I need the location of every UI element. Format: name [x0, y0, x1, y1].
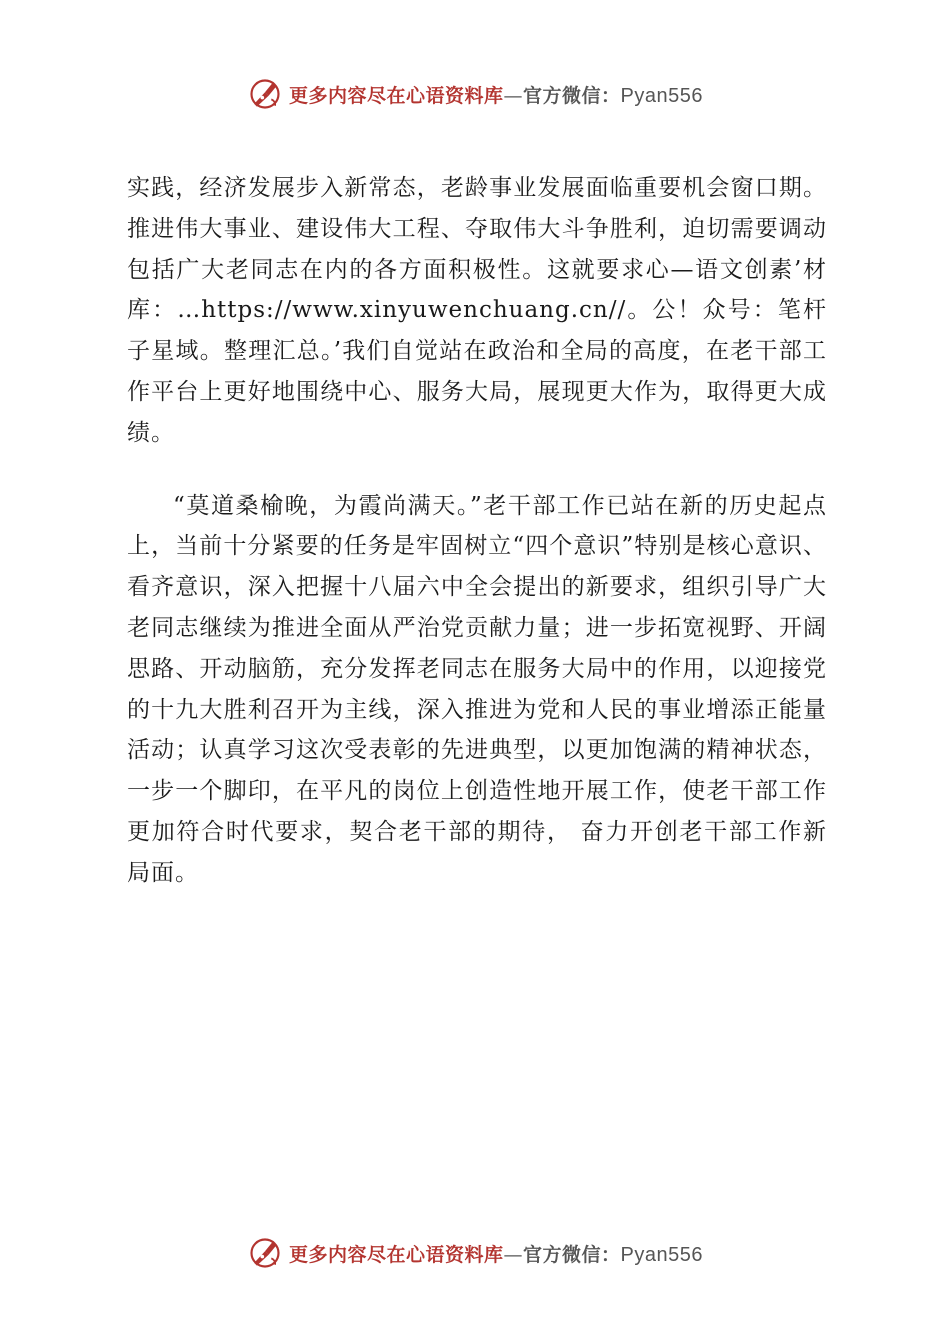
banner-wechat-label: 官方微信：: [523, 84, 621, 107]
banner-wechat-label: 官方微信：: [523, 1243, 621, 1266]
body-paragraph-2: “莫道桑榆晚，为霞尚满天。”老干部工作已站在新的历史起点上，当前十分紧要的任务是牢固树立“四个意识”特别是核心意识、看齐意识，深入把握十八届六中全会提出的新要求，组织引导广大老同志继续为推进全面从严治党贡献力量；进一步拓宽视野、开阔思路、开动脑筋，充分发挥老同志在服务大局中的作用，以迎接党的十九大胜利召开为主线，深入推进为党和人民的事业增添正能量活动；认真学习这次受表彰的先进典型，以更加饱满的精神状态，一步一个脚印，在平凡的岗位上创造性地开展工作，使老干部工作更加符合时代要求，契合老干部的期待， 奋力开创老干部工作新局面。: [127, 492, 827, 886]
banner-dash: —: [503, 84, 524, 107]
banner-wechat-id: Pyan556: [620, 84, 703, 107]
banner-wechat-id: Pyan556: [620, 1243, 703, 1266]
banner-main-text: 更多内容尽在心语资料库: [289, 84, 504, 107]
body-paragraph-1: 实践，经济发展步入新常态，老龄事业发展面临重要机会窗口期。推进伟大事业、建设伟大工程、夺取伟大斗争胜利，迫切需要调动包括广大老同志在内的各方面积极性。这就要求心—语文创素’材库：…https://www.xinyuwenchuang.cn//。公！众号：笔杆子星域。整理汇总。’我们自觉站在政治和全局的高度，在老干部工作平台上更好地围绕中心、服务大局，展现更大作为，取得更大成绩。: [127, 175, 827, 446]
footer-banner-inner: [247, 1235, 703, 1271]
document-body: [127, 168, 827, 894]
banner-text: [289, 81, 703, 108]
banner-text: [289, 1240, 703, 1267]
pen-nib-seal-icon: [247, 1235, 283, 1271]
header-banner: [0, 72, 950, 116]
pen-nib-seal-icon: [247, 76, 283, 112]
header-banner-inner: [247, 76, 703, 112]
banner-main-text: 更多内容尽在心语资料库: [289, 1243, 504, 1266]
banner-dash: —: [503, 1243, 524, 1266]
footer-banner: [0, 1231, 950, 1275]
